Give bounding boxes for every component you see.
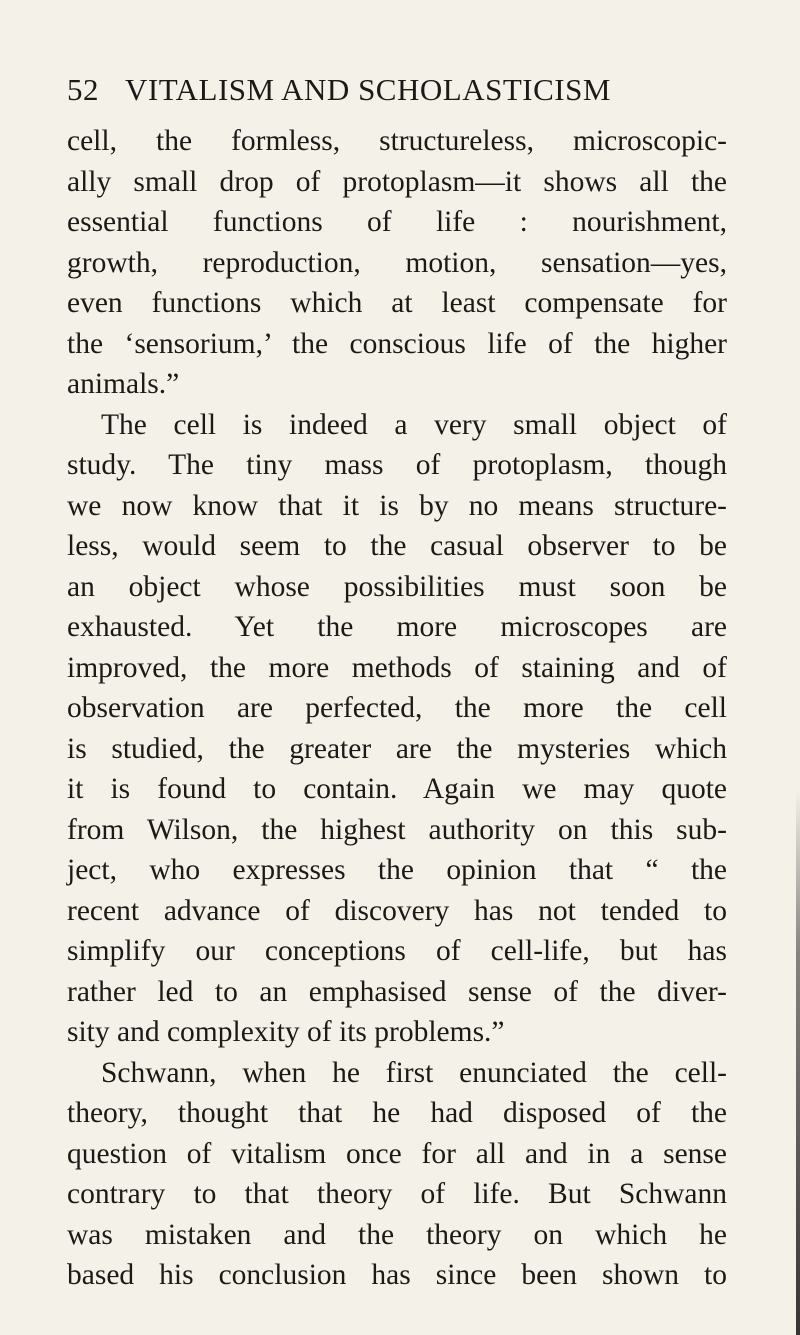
text-line: rather led to an emphasised sense of the diver- [67, 975, 727, 1008]
text-line: improved, the more methods of staining and of [67, 651, 727, 684]
text-line: growth, reproduction, motion, sensation—yes, [67, 246, 727, 279]
text-line: based his conclusion has since been shown to [67, 1259, 727, 1291]
text-line: observation are perfected, the more the cell [67, 692, 727, 724]
text-line: sity and complexity of its problems.” [67, 1016, 505, 1048]
text-line: ject, who expresses the opinion that “ the [67, 854, 727, 886]
text-line: animals.” [67, 368, 180, 400]
text-line: even functions which at least compensate for [67, 287, 727, 319]
text-line: theory, thought that he had disposed of the [67, 1097, 727, 1129]
text-line: simplify our conceptions of cell-life, but has [67, 935, 727, 967]
text-line: cell, the formless, structureless, microscopic- [67, 125, 727, 157]
running-head: VITALISM AND SCHOLASTICISM [125, 72, 611, 107]
text-line: from Wilson, the highest authority on this sub- [67, 813, 727, 846]
text-line: ally small drop of protoplasm—it shows all the [67, 165, 727, 198]
text-line: study. The tiny mass of protoplasm, though [67, 449, 727, 481]
text-line: exhausted. Yet the more microscopes are [67, 611, 727, 643]
text-line: essential functions of life : nourishment, [67, 206, 727, 238]
text-line: the ‘sensorium,’ the conscious life of the higher [67, 327, 727, 360]
text-line: contrary to that theory of life. But Schwann [67, 1178, 727, 1210]
text-line: The cell is indeed a very small object of [101, 408, 727, 441]
page-edge-shadow [796, 790, 800, 1335]
text-line: we now know that it is by no means structure- [67, 489, 727, 522]
text-line: question of vitalism once for all and in a sense [67, 1137, 727, 1170]
text-line: Schwann, when he first enunciated the cell- [101, 1056, 727, 1089]
text-line: recent advance of discovery has not tended to [67, 894, 727, 927]
text-line: an object whose possibilities must soon be [67, 570, 727, 603]
body-text [67, 121, 727, 1296]
text-line: was mistaken and the theory on which he [67, 1218, 727, 1251]
page-number: 52 [67, 72, 99, 107]
text-line: is studied, the greater are the mysteries which [67, 732, 727, 765]
text-line: it is found to contain. Again we may quote [67, 773, 727, 805]
text-line: less, would seem to the casual observer to be [67, 530, 727, 562]
page-header [67, 72, 727, 112]
